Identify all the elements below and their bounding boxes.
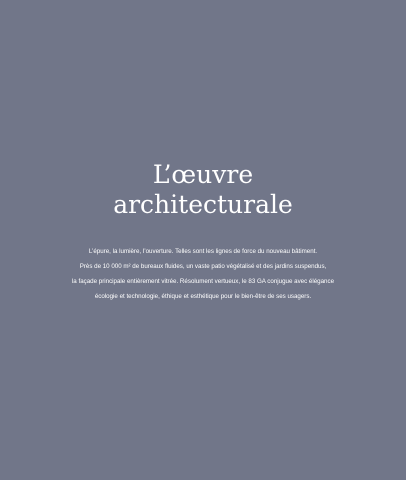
- section-title-line-2: architecturale: [113, 190, 293, 219]
- description-line-1: L’épure, la lumière, l’ouverture. Telles sont les lignes de force du nouveau bâtiment.: [88, 248, 318, 255]
- description-line-4: écologie et technologie, éthique et esthétique pour le bien-être de ses usagers.: [94, 293, 312, 300]
- section-title: [0, 160, 406, 220]
- description-line-2: Près de 10 000 m² de bureaux fluides, un vaste patio végétalisé et des jardins suspendus,: [79, 263, 327, 270]
- section-description: [20, 244, 386, 304]
- section-title-line-1: L’œuvre: [152, 160, 254, 189]
- description-line-3: la façade principale entièrement vitrée. Résolument vertueux, le 83 GA conjugue avec élégance: [71, 278, 335, 285]
